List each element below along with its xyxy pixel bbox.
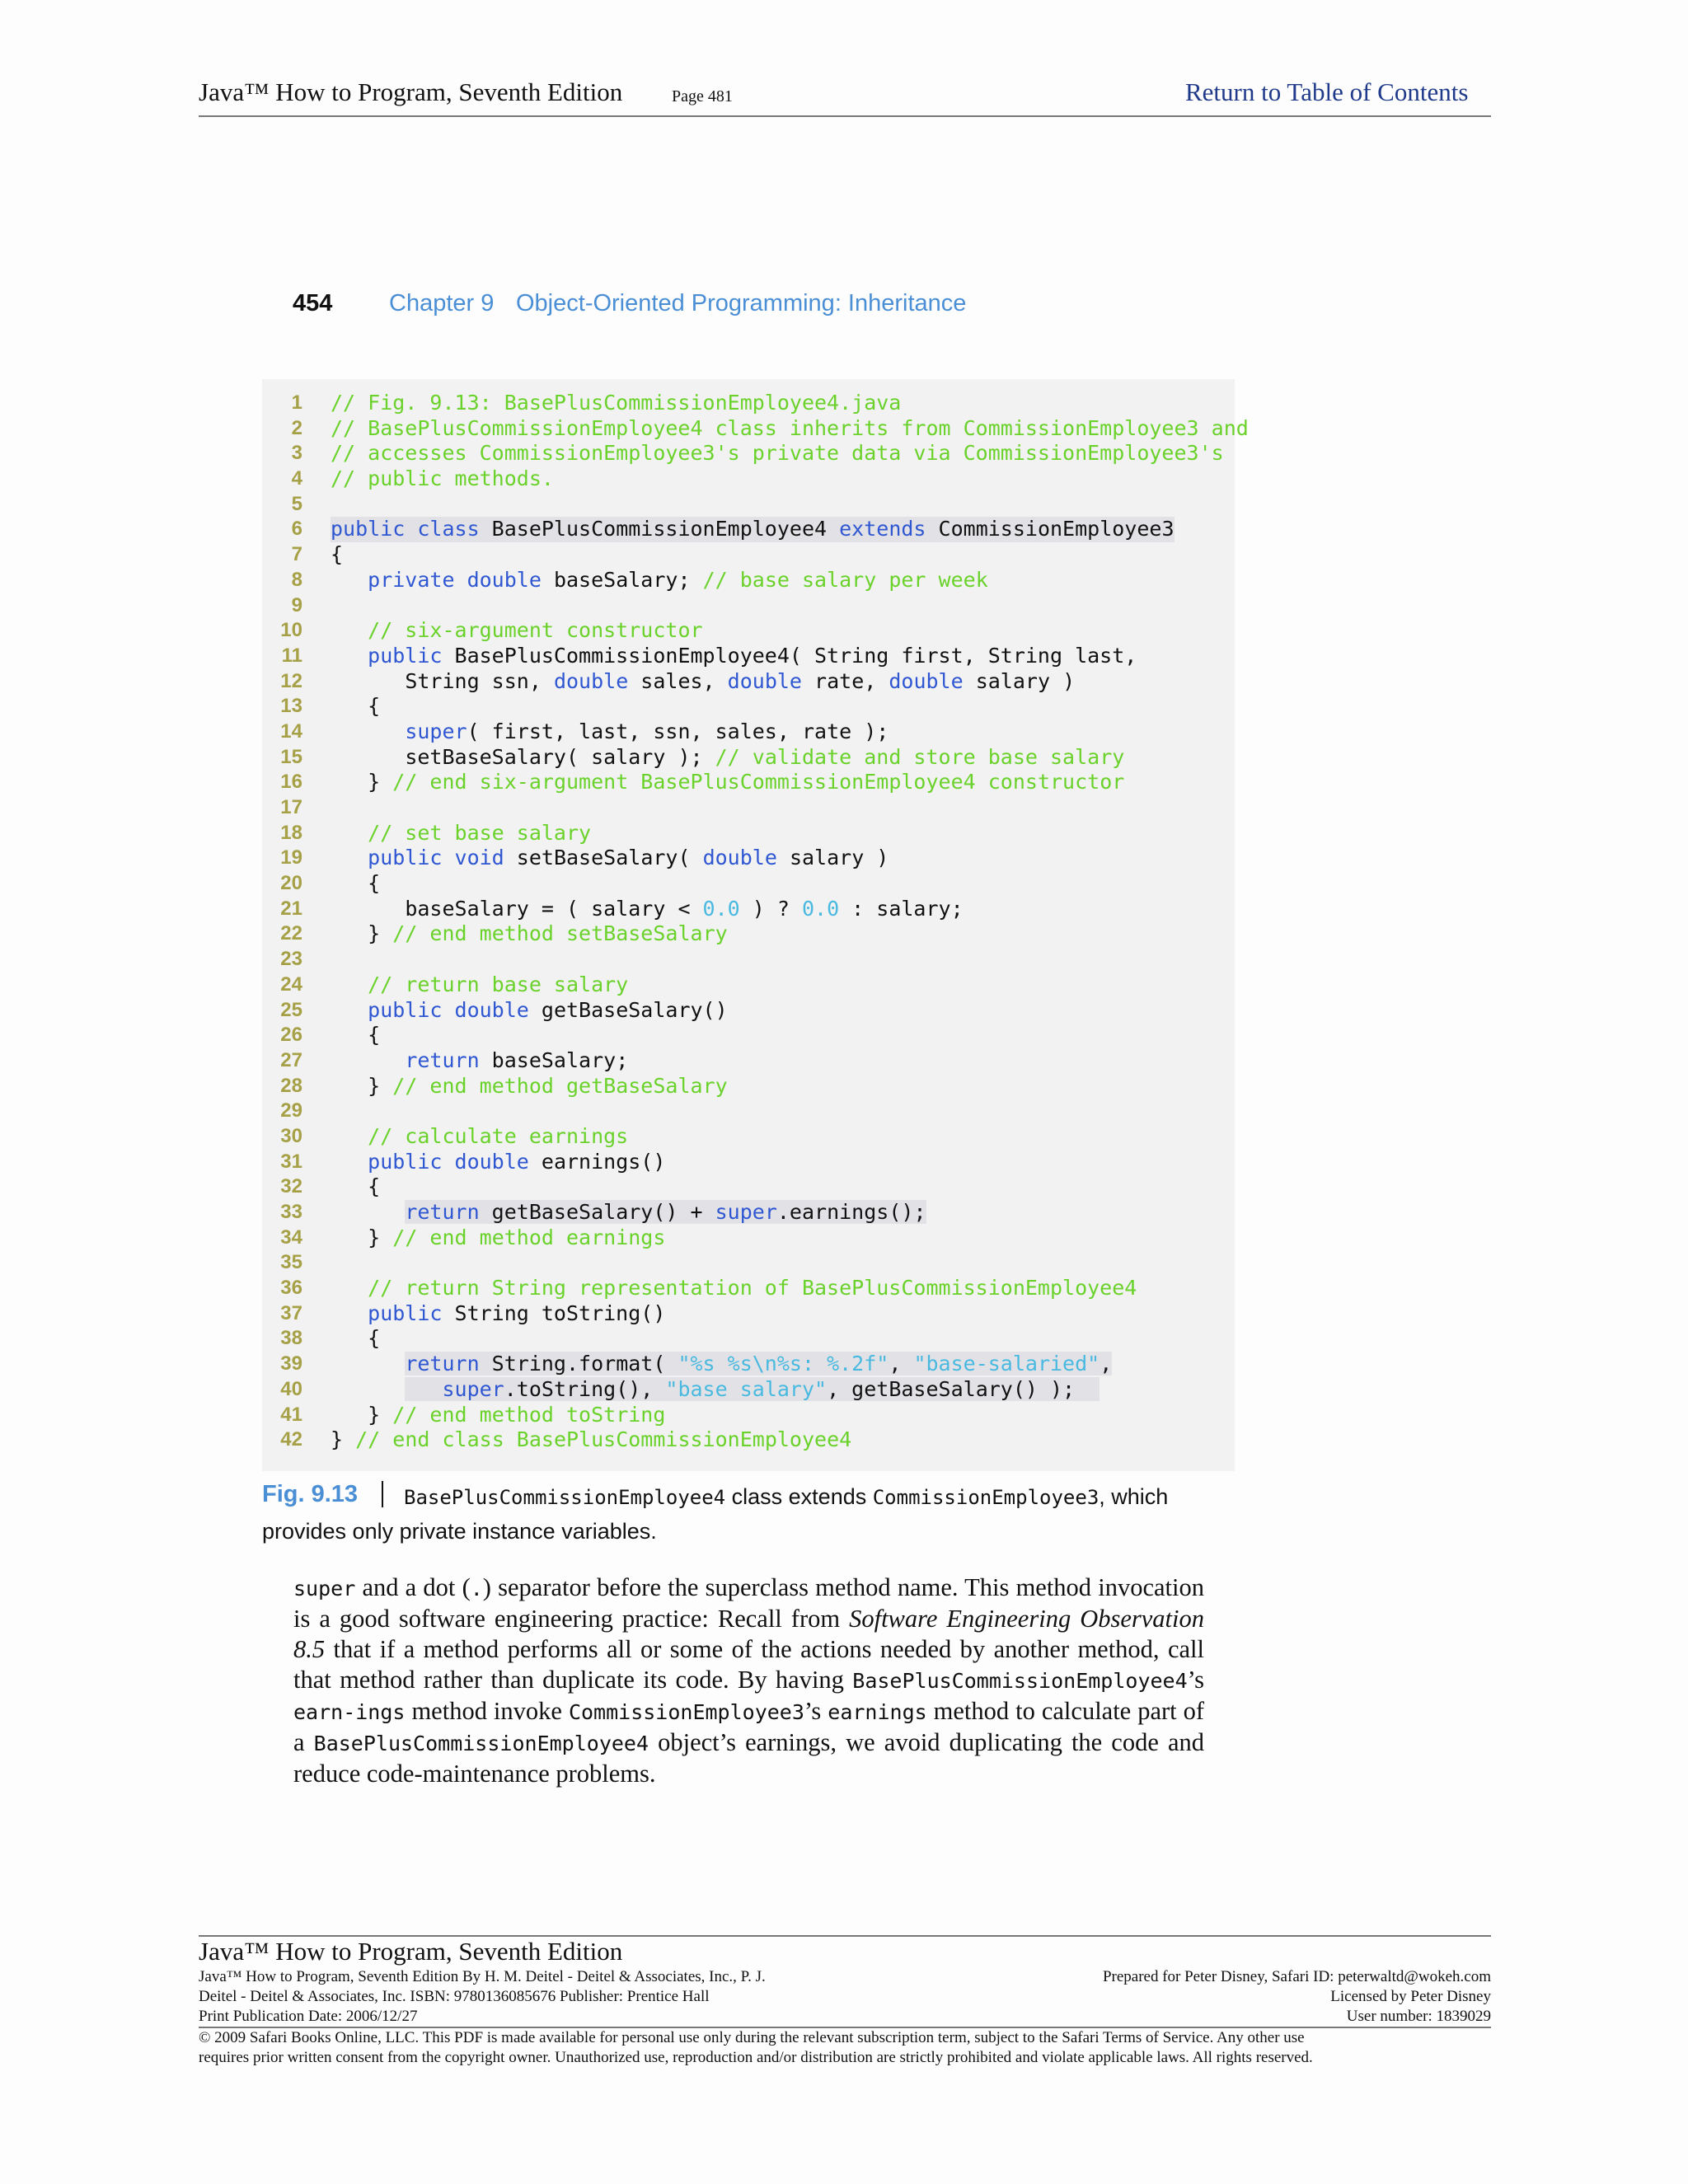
code-text: baseSalary;: [541, 567, 703, 592]
caption-divider: [382, 1481, 383, 1507]
paragraph-emphasis: Software Engineering Observation 8.5: [293, 1605, 1204, 1663]
code-comment: // set base salary: [368, 820, 592, 845]
line-number: 26: [280, 1024, 302, 1047]
paragraph-text: object’s earnings, we avoid duplicating the code and reduce code-maintenance problems.: [293, 1728, 1205, 1788]
code-line: [262, 1023, 1235, 1048]
inline-code: BasePlusCommissionEmployee4: [852, 1669, 1188, 1693]
line-number: 18: [280, 821, 302, 844]
code-text: setBaseSalary(: [504, 846, 703, 870]
code-listing: [262, 391, 1249, 1453]
code-comment: // calculate earnings: [368, 1123, 629, 1148]
line-number: 13: [280, 695, 302, 718]
keyword: super: [442, 1376, 504, 1401]
book-title: Java™ How to Program, Seventh Edition: [199, 77, 623, 106]
page-label: Page 481: [672, 87, 733, 105]
line-number: 16: [280, 771, 302, 794]
code-text: earnings(): [528, 1149, 666, 1174]
code-line: [262, 441, 1235, 466]
code-text: BasePlusCommissionEmployee4( String first, String last,: [442, 643, 1137, 668]
code-line: [262, 568, 1235, 593]
paragraph-text: and a dot (: [355, 1573, 471, 1601]
keyword: double: [467, 567, 542, 592]
line-number: 40: [280, 1377, 302, 1400]
code-line: [262, 1276, 1235, 1301]
code-line: [262, 492, 1235, 518]
code-number: 0.0: [801, 896, 840, 921]
code-comment: // end class BasePlusCommissionEmployee4: [355, 1427, 852, 1452]
keyword: public: [368, 1301, 443, 1325]
chapter-label: Chapter 9: [389, 290, 495, 316]
code-comment: // Fig. 9.13: BasePlusCommissionEmployee4.java: [331, 391, 902, 415]
keyword: public: [368, 643, 443, 668]
line-number: 42: [280, 1428, 302, 1451]
code-comment: // end six-argument BasePlusCommissionEmployee4 constructor: [392, 770, 1125, 794]
keyword: public: [368, 846, 443, 870]
code-line: [262, 1427, 1235, 1453]
code-text: BasePlusCommissionEmployee4: [479, 517, 840, 541]
keyword: double: [454, 997, 529, 1022]
line-number: 29: [280, 1099, 302, 1122]
code-line: [262, 1150, 1235, 1175]
code-line: [262, 466, 1235, 492]
code-text: String toString(): [442, 1301, 666, 1325]
figure-caption: [404, 1484, 1168, 1510]
line-number: 28: [280, 1074, 302, 1097]
keyword: extends: [839, 517, 926, 541]
footer-title: Java™ How to Program, Seventh Edition: [199, 1937, 623, 1966]
inline-code: earn-ings: [293, 1700, 406, 1724]
code-comment: // end method getBaseSalary: [392, 1073, 728, 1098]
code-line: [262, 921, 1235, 947]
code-text: }: [368, 770, 381, 794]
header-divider: [199, 115, 1491, 117]
caption-text: class extends: [725, 1484, 873, 1509]
code-comment: // end method earnings: [392, 1225, 666, 1249]
line-number: 1: [291, 391, 302, 414]
code-text: : salary;: [839, 896, 964, 921]
code-line: [262, 795, 1235, 821]
line-number: 32: [280, 1175, 302, 1198]
line-number: 9: [291, 593, 302, 616]
line-number: 3: [291, 442, 302, 465]
line-number: 22: [280, 922, 302, 945]
code-text: String ssn,: [405, 668, 554, 693]
code-line: [262, 871, 1235, 897]
code-line: [262, 821, 1235, 846]
paragraph-text: method to calculate part of a: [293, 1697, 1205, 1756]
line-number: 33: [280, 1201, 302, 1223]
code-line: [262, 1352, 1235, 1377]
code-comment: // BasePlusCommissionEmployee4 class inherits from CommissionEmployee3 and: [331, 415, 1249, 440]
code-text: .toString(),: [504, 1376, 666, 1401]
code-line: [262, 542, 1235, 568]
code-text: {: [368, 694, 381, 719]
line-number: 10: [280, 619, 302, 642]
keyword: double: [553, 668, 629, 693]
code-text: {: [368, 1023, 381, 1047]
code-text: rate,: [801, 668, 889, 693]
code-comment: // public methods.: [331, 466, 554, 491]
code-text: ,: [889, 1352, 914, 1376]
caption-code: CommissionEmployee3: [872, 1486, 1100, 1509]
code-line: [262, 593, 1235, 619]
keyword: return: [405, 1047, 480, 1072]
paragraph-text: ’s: [804, 1697, 828, 1725]
inline-code: .: [470, 1577, 483, 1601]
code-line: [262, 694, 1235, 719]
code-line: [262, 719, 1235, 745]
line-number: 2: [291, 416, 302, 439]
code-comment: // accesses CommissionEmployee3's private data via CommissionEmployee3's: [331, 441, 1224, 466]
footer-user-number: User number: 1839029: [1346, 2008, 1491, 2025]
keyword: double: [702, 846, 777, 870]
paragraph-text: ) separator before the superclass method name. This method invocation is a good software engineering practice: Recall from: [293, 1573, 1204, 1633]
keyword: public: [368, 997, 443, 1022]
code-line: [262, 391, 1235, 416]
code-text: baseSalary = ( salary <: [405, 896, 703, 921]
code-text: ( first, last, ssn, sales, rate );: [467, 719, 889, 743]
line-number: 24: [280, 972, 302, 996]
code-line: [262, 1074, 1235, 1099]
code-line: [262, 897, 1235, 922]
code-line: [262, 947, 1235, 972]
code-text: .earnings();: [776, 1200, 926, 1224]
code-line: [262, 1377, 1235, 1403]
keyword: double: [727, 668, 802, 693]
code-line: [262, 618, 1235, 644]
footer-book-info: Java™ How to Program, Seventh Edition By H. M. Deitel - Deitel & Associates, Inc., P. J.: [199, 1968, 766, 1985]
keyword: double: [454, 1149, 529, 1174]
code-comment: // return base salary: [368, 972, 629, 996]
code-text: {: [368, 1326, 381, 1351]
inline-code: earnings: [828, 1700, 927, 1724]
line-number: 5: [291, 492, 302, 515]
footer-prepared-for: Prepared for Peter Disney, Safari ID: peterwaltd@wokeh.com: [1102, 1968, 1491, 1985]
keyword: super: [715, 1200, 777, 1224]
keyword: public: [368, 1149, 443, 1174]
code-string: "%s %s\n%s: %.2f": [678, 1352, 889, 1376]
code-string: "base-salaried": [913, 1352, 1100, 1376]
code-text: CommissionEmployee3: [926, 517, 1175, 541]
code-line: [262, 846, 1235, 871]
paragraph-text: ’s: [1187, 1666, 1204, 1694]
line-number: 27: [280, 1048, 302, 1071]
code-line: [262, 415, 1249, 442]
caption-code: BasePlusCommissionEmployee4: [404, 1486, 726, 1509]
line-number: 41: [280, 1403, 302, 1426]
code-comment: // return String representation of BasePlusCommissionEmployee4: [368, 1276, 1137, 1301]
code-text: salary ): [776, 846, 889, 870]
line-number: 35: [280, 1251, 302, 1274]
keyword: void: [454, 846, 504, 870]
code-text: {: [368, 1174, 381, 1199]
code-comment: // validate and store base salary: [715, 744, 1125, 769]
line-number: 19: [280, 846, 302, 869]
code-line: [262, 1403, 1235, 1428]
line-number: 14: [280, 719, 302, 743]
code-string: "base salary": [665, 1376, 828, 1401]
line-number: 20: [280, 872, 302, 895]
line-number: 25: [280, 998, 302, 1021]
code-line: [262, 998, 1235, 1024]
paragraph-text: that if a method performs all or some of the actions needed by another method, call that method rather than duplicate its code. By having: [293, 1635, 1204, 1694]
footer-publisher-info: Deitel - Deitel & Associates, Inc. ISBN: 9780136085676 Publisher: Prentice Hall: [199, 1988, 710, 2005]
keyword: super: [405, 719, 467, 743]
line-number: 17: [280, 796, 302, 818]
chapter-title: Object-Oriented Programming: Inheritance: [516, 290, 967, 316]
code-text: baseSalary;: [479, 1047, 629, 1072]
code-comment: // end method setBaseSalary: [392, 921, 728, 946]
code-line: [262, 1174, 1235, 1200]
code-text: sales,: [628, 668, 728, 693]
code-line: [262, 745, 1235, 771]
line-number: 39: [280, 1352, 302, 1376]
line-number: 21: [280, 897, 302, 920]
code-line: [262, 1226, 1235, 1251]
footer-publication-date: Print Publication Date: 2006/12/27: [199, 2008, 418, 2025]
footer-copyright: © 2009 Safari Books Online, LLC. This PDF is made available for personal use only during the relevant subscription term, subject to the Safari Terms of Service. Any other use: [199, 2029, 1305, 2046]
code-text: }: [368, 1073, 381, 1098]
line-number: 23: [280, 948, 302, 971]
line-number: 37: [280, 1301, 302, 1324]
line-number: 30: [280, 1124, 302, 1147]
body-paragraph: [293, 1572, 1204, 1789]
footer-licensed-by: Licensed by Peter Disney: [1330, 1988, 1491, 2005]
line-number: 38: [280, 1327, 302, 1350]
code-text: salary ): [963, 668, 1076, 693]
code-line: [262, 517, 1235, 542]
code-text: getBaseSalary(): [528, 997, 728, 1022]
code-text: String.format(: [479, 1352, 678, 1376]
keyword: private: [368, 567, 455, 592]
toc-link[interactable]: Return to Table of Contents: [1185, 77, 1469, 106]
code-line: [262, 972, 1235, 998]
inline-code: super: [293, 1577, 356, 1601]
keyword: double: [889, 668, 964, 693]
keyword: public class: [331, 517, 480, 541]
line-number: 11: [281, 644, 302, 667]
paragraph-text: method invoke: [405, 1697, 569, 1725]
line-number: 8: [291, 568, 302, 591]
code-line: [262, 669, 1235, 695]
keyword: return: [405, 1200, 480, 1224]
code-line: [262, 1200, 1235, 1226]
code-text: ,: [1100, 1352, 1113, 1376]
code-line: [262, 1250, 1235, 1276]
line-number: 6: [291, 518, 302, 541]
code-text: }: [331, 1427, 344, 1452]
code-line: [262, 1048, 1235, 1074]
line-number: 4: [291, 467, 302, 490]
code-comment: // base salary per week: [702, 567, 988, 592]
code-text: setBaseSalary( salary );: [405, 744, 715, 769]
caption-text: , which: [1099, 1484, 1169, 1509]
line-number: 12: [280, 669, 302, 692]
code-comment: // end method toString: [392, 1402, 666, 1427]
code-number: 0.0: [702, 896, 740, 921]
code-line: [262, 770, 1235, 795]
figure-label: Fig. 9.13: [262, 1481, 359, 1507]
code-text: , getBaseSalary() );: [827, 1376, 1076, 1401]
code-line: [262, 1099, 1235, 1124]
figure-caption-line2: provides only private instance variables.: [262, 1519, 657, 1544]
code-comment: // six-argument constructor: [368, 618, 703, 643]
code-text: ) ?: [739, 896, 802, 921]
inline-code: CommissionEmployee3: [568, 1700, 804, 1724]
code-text: {: [331, 542, 344, 567]
code-text: getBaseSalary() +: [479, 1200, 715, 1224]
line-number: 15: [280, 745, 302, 768]
code-line: [262, 644, 1235, 669]
book-page-number: 454: [293, 290, 333, 316]
code-line: [262, 1326, 1235, 1352]
code-text: {: [368, 871, 381, 896]
code-text: }: [368, 921, 381, 946]
line-number: 34: [280, 1226, 302, 1249]
code-text: }: [368, 1402, 381, 1427]
footer-copyright: requires prior written consent from the copyright owner. Unauthorized use, reproduction and/or distribution are strictly prohibited and violate applicable laws. All rights reserved.: [199, 2049, 1313, 2066]
code-text: }: [368, 1225, 381, 1249]
inline-code: BasePlusCommissionEmployee4: [313, 1732, 649, 1755]
line-number: 31: [280, 1150, 302, 1173]
line-number: 7: [291, 543, 302, 566]
keyword: return: [405, 1352, 480, 1376]
code-line: [262, 1124, 1235, 1150]
code-line: [262, 1301, 1235, 1327]
line-number: 36: [280, 1277, 302, 1300]
